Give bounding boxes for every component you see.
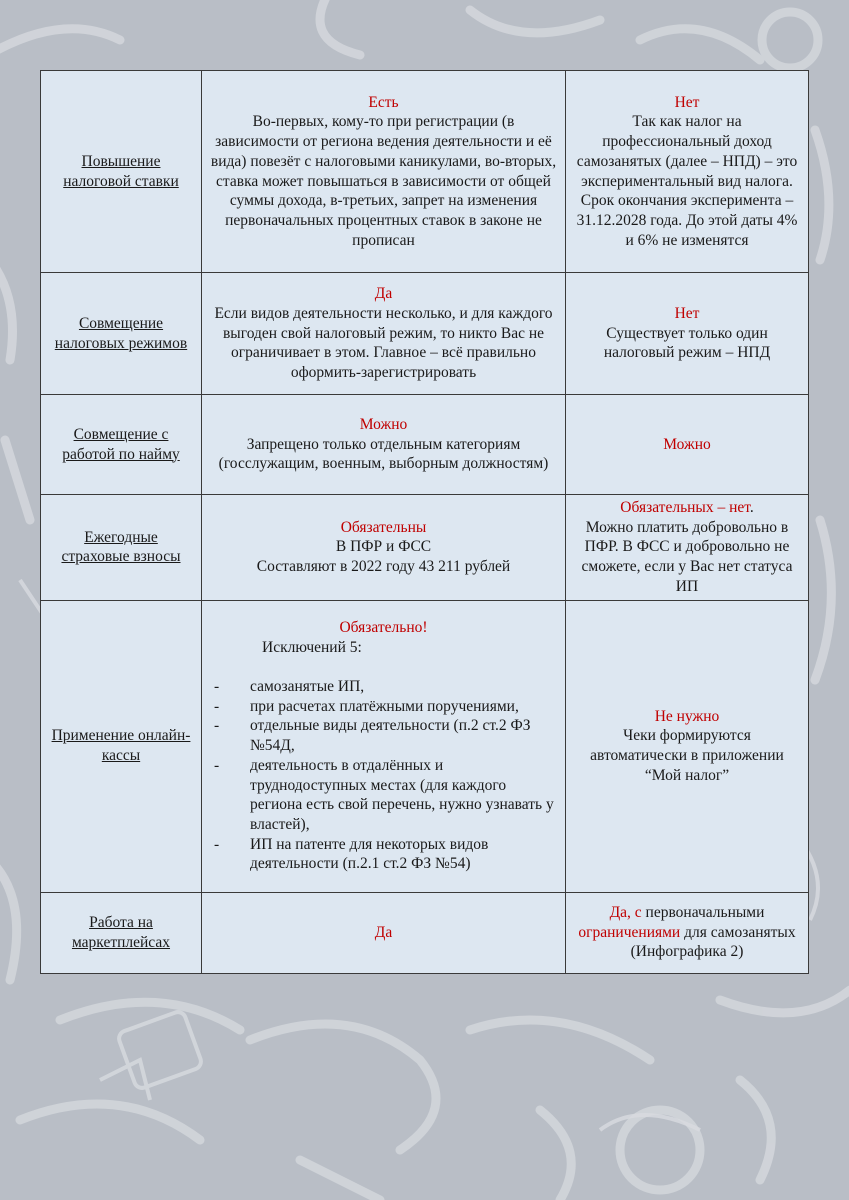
cell-text: Запрещено только отдельным категориям (госслужащим, военным, выборным должностям) [218, 435, 549, 473]
ip-cell [202, 600, 566, 892]
comparison-table [40, 70, 809, 974]
table-row [41, 395, 809, 495]
list-item: - ИП на патенте для некоторых видов деятельности (п.2.1 ст.2 ФЗ №54) [210, 835, 557, 874]
cell-text: первоначальными [641, 903, 765, 921]
row-label: Совмещение с работой по найму [41, 395, 202, 495]
list-item: - деятельность в отдалённых и труднодоступных местах (для каждого региона есть свой перечень, нужно узнавать у властей), [210, 756, 557, 835]
status-value: Обязательных – нет [620, 499, 750, 516]
row-label: Повышение налоговой ставки [41, 71, 202, 273]
status-value: Есть [368, 93, 399, 111]
table-row [41, 495, 809, 601]
status-value: Обязательно [339, 618, 423, 636]
status-suffix: . [749, 499, 754, 516]
cell-text: Можно платить добровольно в ПФР. В ФСС и добровольно не сможете, если у Вас нет статуса ИП [581, 518, 793, 595]
status-value: Да [374, 923, 393, 941]
cell-text: для самозанятых (Инфографика 2) [630, 923, 796, 961]
status-value: ограничениями [578, 923, 681, 941]
npd-cell [566, 892, 809, 973]
row-label: Совмещение налоговых режимов [41, 273, 202, 395]
exceptions-list [210, 677, 557, 874]
npd-cell [566, 600, 809, 892]
cell-text: Если видов деятельности несколько, и для каждого выгоден свой налоговый режим, то никто Вас не ограничивает в этом. Главное – всё правильно оформить-зарегистрировать [214, 304, 553, 382]
table-row [41, 273, 809, 395]
cell-text: В ПФР и ФСС [335, 538, 432, 556]
list-item: - самозанятые ИП, [210, 677, 557, 697]
table-row [41, 71, 809, 273]
row-label: Ежегодные страховые взносы [41, 495, 202, 601]
status-value: Да [374, 285, 393, 303]
exceptions-intro: Исключений 5: [262, 638, 362, 656]
status-value: Да, с [609, 903, 642, 921]
status-value: Нет [674, 93, 700, 111]
list-item: - при расчетах платёжными поручениями, [210, 697, 557, 717]
status-suffix: ! [422, 618, 428, 636]
list-item: - отдельные виды деятельности (п.2 ст.2 ФЗ №54Д, [210, 716, 557, 755]
ip-cell [202, 273, 566, 395]
table-row [41, 892, 809, 973]
table-row [41, 600, 809, 892]
cell-text: Существует только один налоговый режим – НПД [603, 324, 771, 362]
cell-text: Чеки формируются автоматически в приложении “Мой налог” [590, 727, 784, 784]
status-value: Можно [663, 435, 711, 453]
npd-cell [566, 395, 809, 495]
cell-text: Составляют в 2022 году 43 211 рублей [256, 558, 511, 576]
status-value: Обязательны [340, 518, 427, 536]
ip-cell [202, 395, 566, 495]
row-label: Применение онлайн-кассы [41, 600, 202, 892]
npd-cell [566, 71, 809, 273]
ip-cell [202, 71, 566, 273]
row-label: Работа на маркетплейсах [41, 892, 202, 973]
cell-text: Во-первых, кому-то при регистрации (в зависимости от региона ведения деятельности и её вида) повезёт с налоговыми каникулами, во-вторых, ставка может повышаться в зависимости от общей суммы дохода, в-третьих, запрет на изменения первоначальных процентных ставок в законе не прописан [210, 113, 557, 249]
ip-cell [202, 892, 566, 973]
ip-cell [202, 495, 566, 601]
status-value: Можно [359, 415, 408, 433]
status-value: Нет [674, 304, 700, 322]
cell-text: Так как налог на профессиональный доход самозанятых (далее – НПД) – это экспериментальный вид налога. Срок окончания эксперимента – 31.12.2028 года. До этой даты 4% и 6% не изменятся [576, 113, 798, 249]
npd-cell [566, 495, 809, 601]
status-value: Не нужно [654, 707, 720, 725]
npd-cell [566, 273, 809, 395]
